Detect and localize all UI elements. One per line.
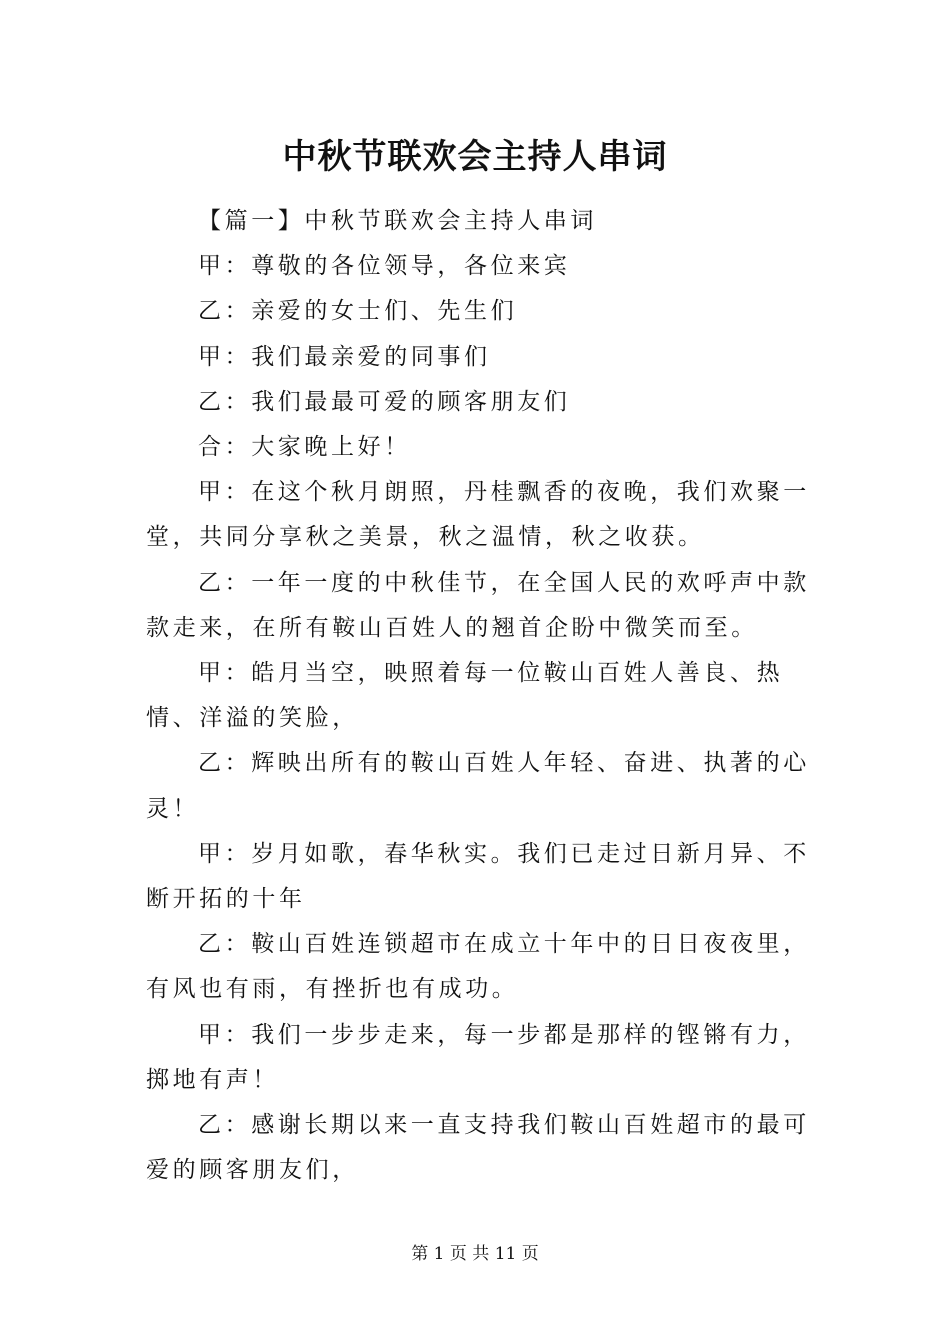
page-footer: 第 1 页 共 11 页: [411, 1244, 539, 1264]
paragraph: 甲：岁月如歌，春华秋实。我们已走过日新月异、不断开拓的十年: [146, 840, 810, 913]
document-body: [146, 199, 826, 1193]
paragraph: 甲：我们一步步走来，每一步都是那样的铿锵有力，掷地有声！: [146, 1021, 810, 1093]
paragraph: 乙：亲爱的女士们、先生们: [198, 298, 518, 325]
paragraph: 甲：在这个秋月朗照，丹桂飘香的夜晚，我们欢聚一堂，共同分享秋之美景，秋之温情，秋之收获。: [146, 479, 810, 551]
paragraph: 甲：我们最亲爱的同事们: [198, 343, 491, 370]
paragraph: 乙：感谢长期以来一直支持我们鞍山百姓超市的最可爱的顾客朋友们，: [146, 1112, 810, 1184]
paragraph: 【篇一】中秋节联欢会主持人串词: [198, 208, 597, 234]
document-title: 中秋节联欢会主持人串词: [282, 137, 668, 177]
paragraph: 合：大家晚上好！: [198, 434, 411, 461]
paragraph: 甲：皓月当空，映照着每一位鞍山百姓人善良、热情、洋溢的笑脸，: [146, 660, 784, 732]
paragraph: 乙：我们最最可爱的顾客朋友们: [198, 388, 571, 415]
paragraph: 乙：辉映出所有的鞍山百姓人年轻、奋进、执著的心灵！: [146, 750, 810, 822]
paragraph: 乙：一年一度的中秋佳节，在全国人民的欢呼声中款款走来，在所有鞍山百姓人的翘首企盼中微笑而至。: [146, 569, 810, 641]
paragraph: 乙：鞍山百姓连锁超市在成立十年中的日日夜夜里，有风也有雨，有挫折也有成功。: [146, 931, 810, 1003]
paragraph: 甲：尊敬的各位领导，各位来宾: [198, 253, 571, 280]
